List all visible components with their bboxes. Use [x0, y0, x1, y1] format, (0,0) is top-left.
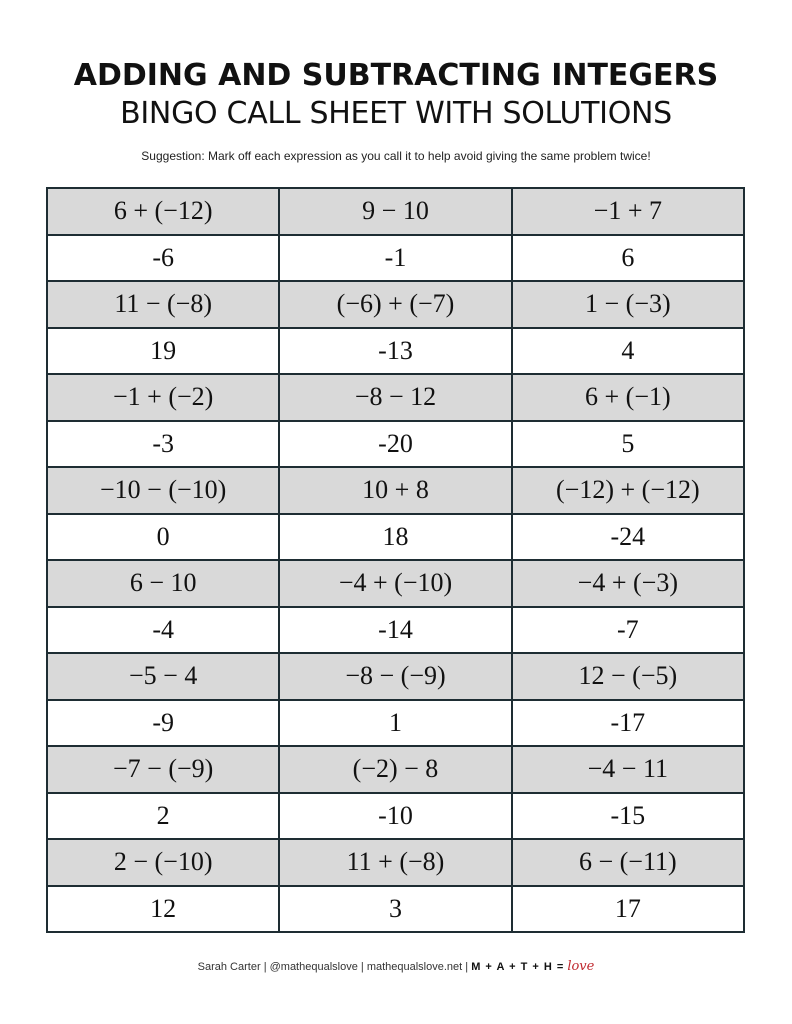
expression-cell: −7 − (−9) — [47, 746, 279, 793]
answer-cell: -1 — [279, 235, 511, 282]
answer-row — [47, 328, 744, 375]
answer-row — [47, 421, 744, 468]
expression-cell: 9 − 10 — [279, 188, 511, 235]
expression-cell: −4 + (−3) — [512, 560, 744, 607]
expression-cell: −4 − 11 — [512, 746, 744, 793]
expression-cell: 11 + (−8) — [279, 839, 511, 886]
answer-row — [47, 514, 744, 561]
answer-cell: 6 — [512, 235, 744, 282]
expression-cell: 1 − (−3) — [512, 281, 744, 328]
answer-cell: 19 — [47, 328, 279, 375]
footer-separator: | — [263, 961, 267, 973]
suggestion-text: Suggestion: Mark off each expression as you call it to help avoid giving the same problem twice! — [141, 149, 651, 163]
expression-row — [47, 839, 744, 886]
answer-cell: 18 — [279, 514, 511, 561]
answer-cell: 0 — [47, 514, 279, 561]
answer-cell: -24 — [512, 514, 744, 561]
expression-cell: −8 − 12 — [279, 374, 511, 421]
expression-row — [47, 467, 744, 514]
answer-cell: -4 — [47, 607, 279, 654]
answer-cell: 4 — [512, 328, 744, 375]
bingo-call-table — [46, 187, 745, 933]
answer-cell: -20 — [279, 421, 511, 468]
expression-row — [47, 281, 744, 328]
footer-separator: | — [360, 961, 364, 973]
love-script-logo: love — [567, 959, 595, 974]
expression-cell: 11 − (−8) — [47, 281, 279, 328]
expression-cell: 6 + (−12) — [47, 188, 279, 235]
answer-row — [47, 235, 744, 282]
expression-row — [47, 653, 744, 700]
answer-cell: 2 — [47, 793, 279, 840]
footer — [0, 959, 792, 975]
answer-cell: -13 — [279, 328, 511, 375]
answer-cell: -10 — [279, 793, 511, 840]
expression-cell: −1 + 7 — [512, 188, 744, 235]
expression-cell: −5 − 4 — [47, 653, 279, 700]
answer-cell: -14 — [279, 607, 511, 654]
expression-cell: −4 + (−10) — [279, 560, 511, 607]
answer-cell: 1 — [279, 700, 511, 747]
expression-cell: (−6) + (−7) — [279, 281, 511, 328]
expression-row — [47, 374, 744, 421]
expression-cell: (−2) − 8 — [279, 746, 511, 793]
expression-cell: −8 − (−9) — [279, 653, 511, 700]
expression-cell: −1 + (−2) — [47, 374, 279, 421]
answer-cell: -7 — [512, 607, 744, 654]
footer-handle: @mathequalslove — [269, 961, 358, 973]
answer-cell: 5 — [512, 421, 744, 468]
page-subtitle: BINGO CALL SHEET WITH SOLUTIONS — [120, 96, 672, 131]
expression-cell: 6 − 10 — [47, 560, 279, 607]
expression-cell: (−12) + (−12) — [512, 467, 744, 514]
footer-author: Sarah Carter — [197, 961, 261, 973]
answer-row — [47, 607, 744, 654]
answer-cell: 12 — [47, 886, 279, 933]
answer-cell: -6 — [47, 235, 279, 282]
answer-cell: -9 — [47, 700, 279, 747]
expression-row — [47, 188, 744, 235]
expression-row — [47, 746, 744, 793]
answer-cell: -17 — [512, 700, 744, 747]
answer-row — [47, 886, 744, 933]
footer-website: mathequalslove.net — [366, 961, 463, 973]
footer-separator: | — [465, 961, 469, 973]
answer-row — [47, 793, 744, 840]
answer-cell: -15 — [512, 793, 744, 840]
expression-cell: 12 − (−5) — [512, 653, 744, 700]
answer-cell: 3 — [279, 886, 511, 933]
expression-cell: −10 − (−10) — [47, 467, 279, 514]
expression-cell: 10 + 8 — [279, 467, 511, 514]
expression-cell: 2 − (−10) — [47, 839, 279, 886]
expression-cell: 6 + (−1) — [512, 374, 744, 421]
expression-cell: 6 − (−11) — [512, 839, 744, 886]
answer-cell: -3 — [47, 421, 279, 468]
answer-row — [47, 700, 744, 747]
math-equation-logo: M + A + T + H = — [471, 961, 565, 973]
page-title: ADDING AND SUBTRACTING INTEGERS — [73, 58, 719, 93]
expression-row — [47, 560, 744, 607]
answer-cell: 17 — [512, 886, 744, 933]
